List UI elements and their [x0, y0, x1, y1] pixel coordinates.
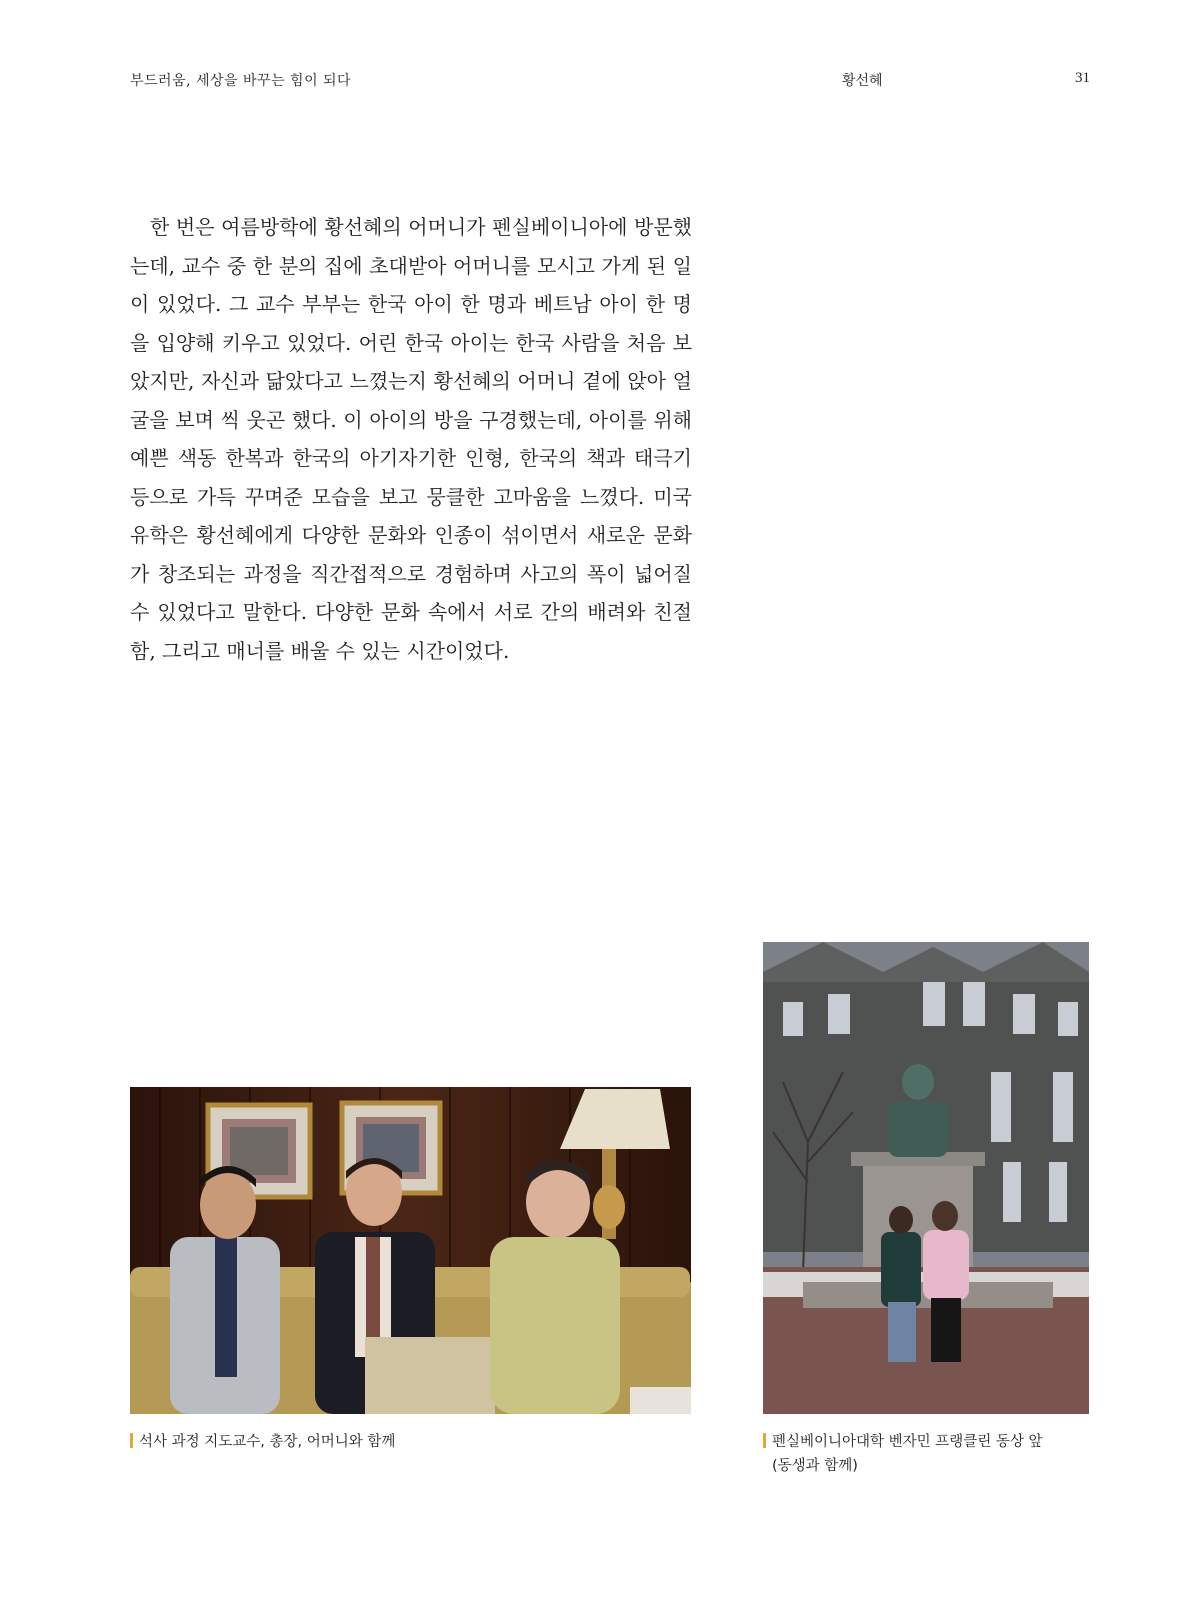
caption-photo-2 — [763, 1430, 1103, 1478]
caption-text-line2: (동생과 함께) — [772, 1458, 858, 1474]
running-header — [130, 70, 1090, 94]
body-paragraph: 한 번은 여름방학에 황선혜의 어머니가 펜실베이니아에 방문했는데, 교수 중 한 분의 집에 초대받아 어머니를 모시고 가게 된 일이 있었다. 그 교수 부부는 한국 아이 한 명과 베트남 아이 한 명을 입양해 키우고 있었다. 어린 한국 아이는 한국 사람을 처음 보았지만, 자신과 닮았다고 느꼈는지 황선혜의 어머니 곁에 앉아 얼굴을 보며 씩 웃곤 했다. 이 아이의 방을 구경했는데, 아이를 위해 예쁜 색동 한복과 한국의 아기자기한 인형, 한국의 책과 태극기 등으로 가득 꾸며준 모습을 보고 뭉클한 고마움을 느꼈다. 미국 유학은 황선혜에게 다양한 문화와 인종이 섞이면서 새로운 문화가 창조되는 과정을 직간접적으로 경험하며 사고의 폭이 넓어질 수 있었다고 말한다. 다양한 문화 속에서 서로 간의 배려와 친절함, 그리고 매너를 배울 수 있는 시간이었다. — [130, 215, 692, 663]
caption-text-line1: 펜실베이니아대학 벤자민 프랭클린 동상 앞 — [772, 1434, 1043, 1450]
photo-professor-president-mother — [130, 1087, 691, 1414]
running-title: 부드러움, 세상을 바꾸는 힘이 되다 — [130, 73, 352, 89]
page-number: 31 — [1075, 70, 1090, 86]
caption-bar — [130, 1433, 133, 1448]
caption-photo-1 — [130, 1430, 395, 1454]
running-author: 황선혜 — [842, 73, 883, 89]
caption-bar — [763, 1433, 766, 1448]
photo-benjamin-franklin-statue — [763, 942, 1089, 1414]
caption-text: 석사 과정 지도교수, 총장, 어머니와 함께 — [139, 1434, 396, 1450]
